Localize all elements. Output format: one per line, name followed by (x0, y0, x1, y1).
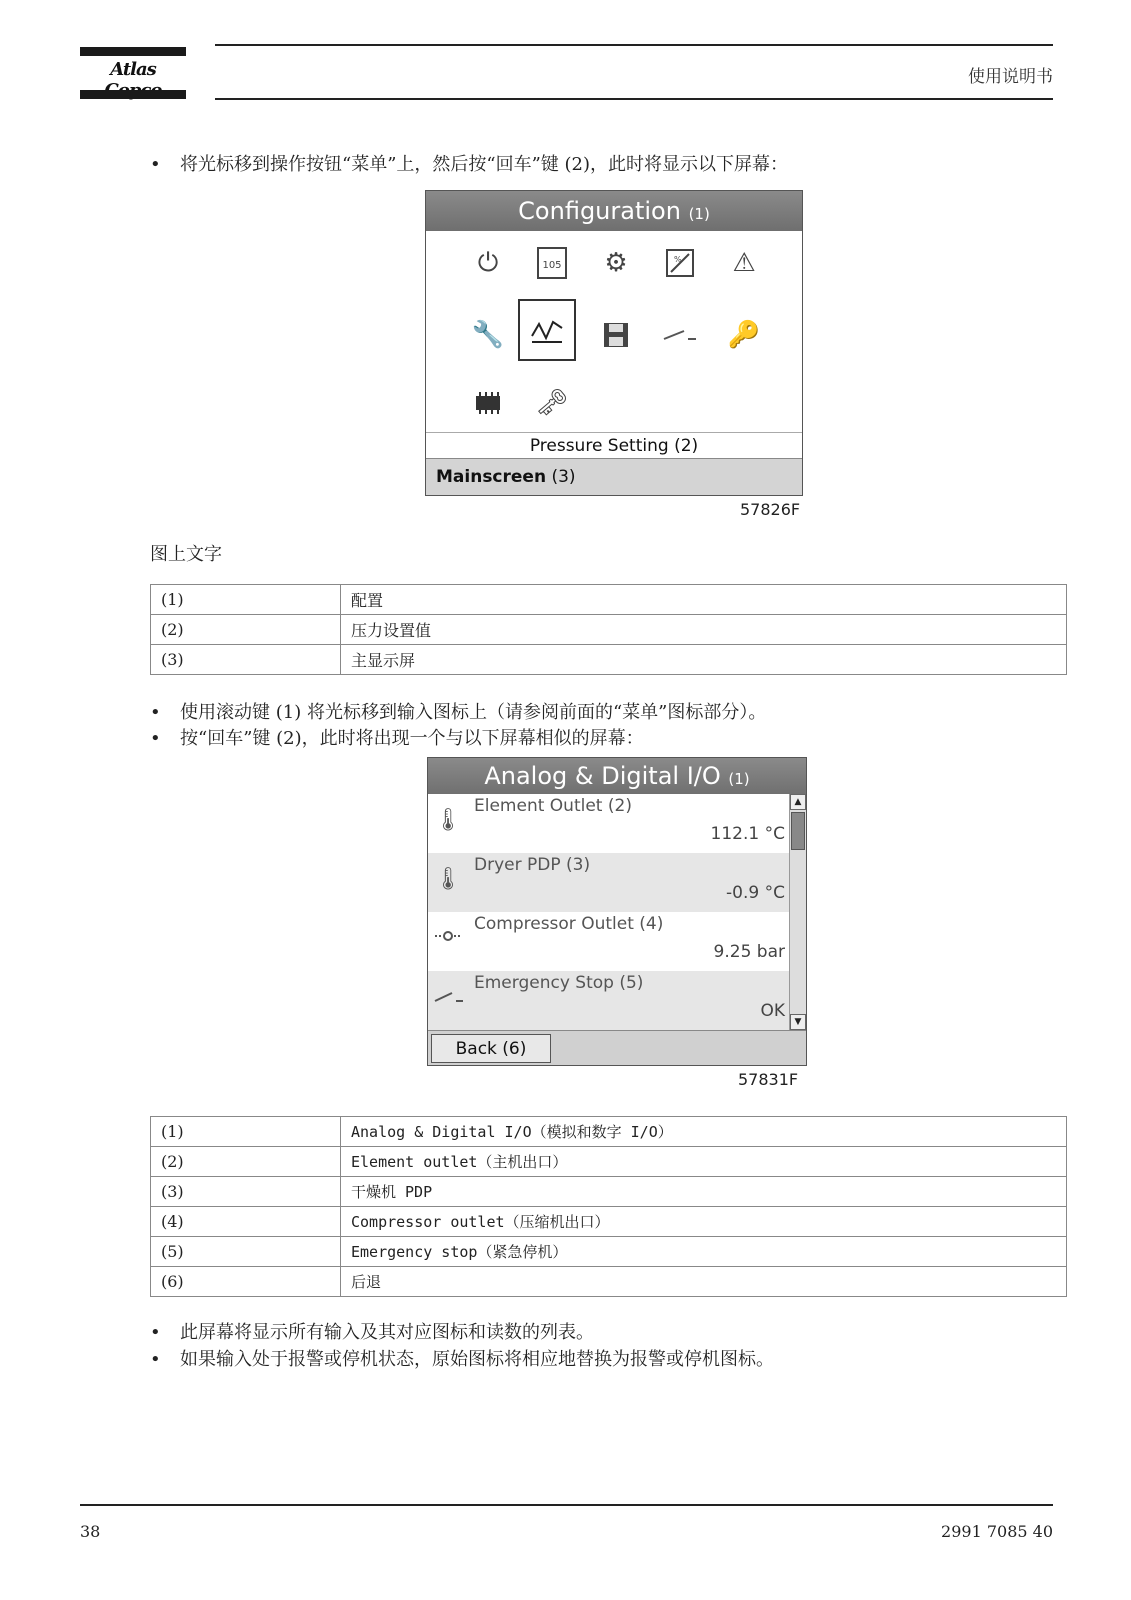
header-rule-bottom (215, 98, 1053, 100)
outlet-icon (434, 926, 462, 960)
table-key: (6) (151, 1267, 341, 1297)
screen-title: Configuration (518, 197, 681, 225)
bullet-text: 按“回车”键 (2)，此时将出现一个与以下屏幕相似的屏幕： (180, 728, 644, 749)
svg-text:105: 105 (542, 260, 562, 271)
chip-icon[interactable] (464, 379, 512, 427)
table-value: Element outlet（主机出口） (341, 1147, 1067, 1177)
logo-bar-top (80, 47, 186, 56)
row-label-text: Element Outlet (474, 796, 603, 816)
bullet-item (150, 150, 788, 176)
bullet-dot: • (150, 154, 161, 175)
bullet-item (150, 1318, 594, 1344)
row-label-text: Emergency Stop (474, 973, 614, 993)
row-value: OK (760, 1001, 785, 1021)
bullet-text: 将光标移到操作按钮“菜单”上，然后按“回车”键 (2)，此时将显示以下屏幕： (180, 154, 789, 175)
row-ref: (5) (619, 973, 644, 993)
caption: 图上文字 (150, 544, 222, 565)
logo-wordmark: Atlas (110, 59, 156, 80)
scrollbar[interactable] (789, 794, 806, 1030)
menu-icon-grid (426, 231, 802, 426)
mainscreen-label: Mainscreen (436, 467, 547, 487)
document-number: 2991 7085 40 (941, 1522, 1053, 1541)
screen-title-ref: (1) (728, 770, 750, 788)
table-value: Analog & Digital I/O（模拟和数字 I/O） (341, 1117, 1067, 1147)
selected-item-bar (426, 432, 802, 458)
row-label (474, 914, 663, 934)
table-row (151, 1267, 1067, 1297)
thermometer-icon: 🌡 (434, 808, 462, 833)
power-icon[interactable]: ⏻ (477, 247, 499, 278)
table-row (151, 615, 1067, 645)
bullet-item (150, 724, 644, 750)
bullet-dot: • (150, 702, 161, 723)
legend-table (150, 1116, 1067, 1297)
table-value: 主显示屏 (341, 645, 1067, 675)
header-title: 使用说明书 (968, 67, 1053, 87)
switch-icon[interactable] (656, 311, 704, 359)
selected-item-ref: (2) (674, 436, 699, 456)
list-item[interactable] (428, 794, 789, 853)
scroll-up-icon[interactable]: ▲ (790, 794, 806, 810)
table-row (151, 1147, 1067, 1177)
back-label: Back (455, 1039, 497, 1059)
figure-id: 57826F (740, 500, 801, 519)
table-row (151, 1117, 1067, 1147)
selected-item-label: Pressure Setting (529, 436, 669, 456)
scroll-down-icon[interactable]: ▼ (790, 1014, 806, 1030)
bullet-item (150, 698, 766, 724)
table-value: 干燥机 PDP (341, 1177, 1067, 1207)
table-key: (5) (151, 1237, 341, 1267)
footer-rule (80, 1504, 1053, 1506)
scroll-thumb[interactable] (791, 812, 805, 850)
save-icon[interactable] (592, 311, 640, 359)
table-row (151, 645, 1067, 675)
bullet-text: 此屏幕将显示所有输入及其对应图标和读数的列表。 (180, 1322, 594, 1343)
screen-bottom-bar (428, 1030, 806, 1065)
page-number: 38 (80, 1522, 101, 1541)
brand-logo (80, 47, 186, 100)
logo-bar-bottom (80, 90, 186, 99)
back-button[interactable] (431, 1034, 551, 1063)
row-ref: (3) (566, 855, 591, 875)
bullet-text: 使用滚动键 (1) 将光标移到输入图标上（请参阅前面的“菜单”图标部分）。 (180, 702, 767, 723)
table-key: (1) (151, 1117, 341, 1147)
bullet-dot: • (150, 728, 161, 749)
row-value: 9.25 bar (713, 942, 785, 962)
row-label (474, 796, 632, 816)
screen-titlebar (428, 758, 806, 794)
header-rule-top (215, 44, 1053, 46)
configuration-screen (425, 190, 803, 496)
table-key: (2) (151, 615, 341, 645)
bullet-text: 如果输入处于报警或停机状态，原始图标将相应地替换为报警或停机图标。 (180, 1349, 774, 1370)
mainscreen-ref: (3) (551, 467, 576, 487)
gear-icon[interactable]: ⚙ (604, 248, 628, 278)
row-label-text: Dryer PDP (474, 855, 561, 875)
table-key: (1) (151, 585, 341, 615)
row-value: 112.1 °C (710, 824, 785, 844)
switch-icon (434, 985, 462, 1019)
screen-titlebar (426, 191, 802, 231)
list-item[interactable] (428, 853, 789, 912)
key-icon[interactable]: 🔑 (727, 320, 761, 350)
warning-icon[interactable]: ⚠ (732, 248, 756, 278)
table-value: Compressor outlet（压缩机出口） (341, 1207, 1067, 1237)
table-value: 配置 (341, 585, 1067, 615)
legend-table (150, 584, 1067, 675)
list-item[interactable] (428, 971, 789, 1030)
row-label (474, 973, 643, 993)
row-label-text: Compressor Outlet (474, 914, 634, 934)
wrench-icon[interactable]: 🔧 (471, 320, 505, 350)
mainscreen-button[interactable] (426, 458, 802, 495)
row-ref: (4) (639, 914, 664, 934)
table-key: (4) (151, 1207, 341, 1237)
percentage-icon[interactable] (656, 239, 704, 287)
counter-icon[interactable] (528, 239, 576, 287)
row-label (474, 855, 590, 875)
table-key: (3) (151, 645, 341, 675)
thermometer-icon: 🌡 (434, 867, 462, 892)
screen-title-ref: (1) (688, 205, 710, 223)
table-key: (2) (151, 1147, 341, 1177)
svg-text:%: % (674, 255, 682, 264)
bullet-dot: • (150, 1349, 161, 1370)
pressure-setting-icon[interactable] (518, 299, 576, 361)
table-value: 压力设置值 (341, 615, 1067, 645)
bullet-item (150, 1345, 774, 1371)
list-item[interactable] (428, 912, 789, 971)
screen-title: Analog & Digital I/O (484, 762, 721, 790)
bullet-dot: • (150, 1322, 161, 1343)
table-value: 后退 (341, 1267, 1067, 1297)
table-value: Emergency stop（紧急停机） (341, 1237, 1067, 1267)
io-list (428, 794, 789, 1030)
figure-id: 57831F (738, 1070, 799, 1089)
keys-icon[interactable]: 🗝 (535, 388, 569, 418)
analog-digital-io-screen (427, 757, 807, 1066)
table-row (151, 1207, 1067, 1237)
table-row (151, 1237, 1067, 1267)
row-ref: (2) (607, 796, 632, 816)
table-key: (3) (151, 1177, 341, 1207)
table-row (151, 1177, 1067, 1207)
row-value: -0.9 °C (726, 883, 785, 903)
back-ref: (6) (502, 1039, 527, 1059)
table-row (151, 585, 1067, 615)
